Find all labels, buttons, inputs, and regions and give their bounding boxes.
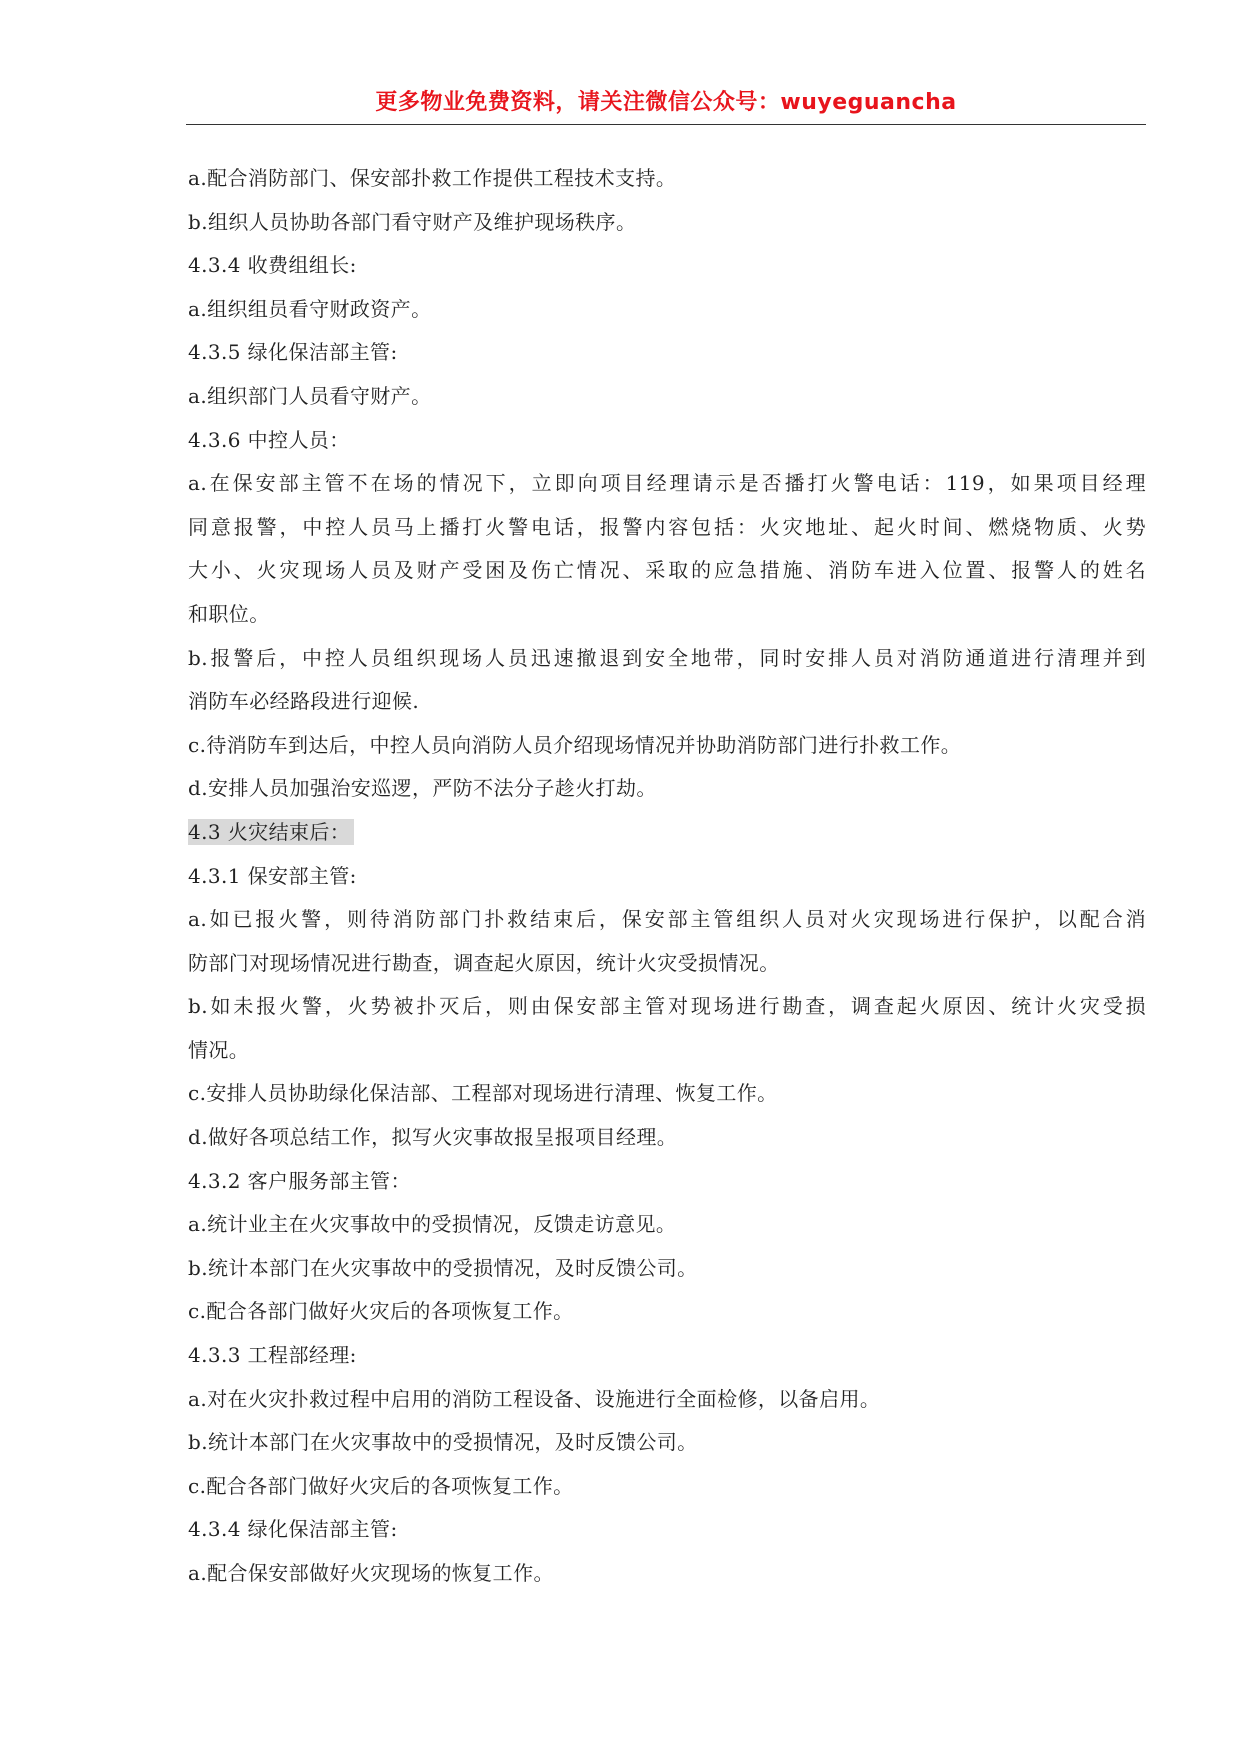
body-line: c.安排人员协助绿化保洁部、工程部对现场进行清理、恢复工作。 (188, 1081, 778, 1106)
body-line: 同意报警，中控人员马上播打火警电话，报警内容包括：火灾地址、起火时间、燃烧物质、火势 (188, 514, 1146, 539)
body-line: a.在保安部主管不在场的情况下，立即向项目经理请示是否播打火警电话：119，如果项目经理 (188, 471, 1146, 496)
body-line: 4.3.4 收费组组长: (188, 253, 357, 278)
body-line: a.对在火灾扑救过程中启用的消防工程设备、设施进行全面检修，以备启用。 (188, 1386, 881, 1411)
body-line: 消防车必经路段进行迎候. (188, 689, 420, 714)
body-line: a.配合保安部做好火灾现场的恢复工作。 (188, 1561, 554, 1585)
body-line: c.配合各部门做好火灾后的各项恢复工作。 (188, 1473, 574, 1498)
body-line: d.安排人员加强治安巡逻，严防不法分子趁火打劫。 (188, 776, 657, 801)
body-line: 4.3.3 工程部经理: (188, 1343, 357, 1368)
body-line: 情况。 (188, 1037, 250, 1062)
body-line: 大小、火灾现场人员及财产受困及伤亡情况、采取的应急措施、消防车进入位置、报警人的姓名 (188, 558, 1146, 583)
body-line: 4.3.1 保安部主管: (188, 863, 357, 888)
body-line: d.做好各项总结工作，拟写火灾事故报呈报项目经理。 (188, 1125, 678, 1150)
body-line: a.组织部门人员看守财产。 (188, 383, 432, 408)
body-line: 4.3.4 绿化保洁部主管: (188, 1517, 398, 1542)
body-line: 4.3.6 中控人员： (188, 427, 350, 452)
body-line: a.如已报火警，则待消防部门扑救结束后，保安部主管组织人员对火灾现场进行保护，以配合消 (188, 907, 1146, 932)
body-line: a.统计业主在火灾事故中的受损情况，反馈走访意见。 (188, 1212, 677, 1237)
body-line: b.如未报火警，火势被扑灭后，则由保安部主管对现场进行勘查，调查起火原因、统计火灾受损 (188, 994, 1146, 1019)
body-line: b.统计本部门在火灾事故中的受损情况，及时反馈公司。 (188, 1430, 698, 1455)
body-line: b.统计本部门在火灾事故中的受损情况，及时反馈公司。 (188, 1255, 698, 1280)
body-line: a.组织组员看守财政资产。 (188, 296, 432, 321)
section-heading (188, 811, 1146, 855)
document-body (188, 157, 1146, 1596)
body-line: b.报警后，中控人员组织现场人员迅速撤退到安全地带，同时安排人员对消防通道进行清理并到 (188, 645, 1146, 670)
page-header (186, 88, 1146, 125)
body-line: 4.3.5 绿化保洁部主管: (188, 340, 398, 365)
body-line: 防部门对现场情况进行勘查，调查起火原因，统计火灾受损情况。 (188, 950, 780, 975)
body-line: 和职位。 (188, 601, 270, 626)
highlighted-heading-text: 4.3 火灾结束后： (188, 819, 354, 845)
body-line: b.组织人员协助各部门看守财产及维护现场秩序。 (188, 209, 637, 234)
body-line: c.配合各部门做好火灾后的各项恢复工作。 (188, 1299, 574, 1324)
body-line: c.待消防车到达后，中控人员向消防人员介绍现场情况并协助消防部门进行扑救工作。 (188, 732, 962, 757)
header-banner: 更多物业免费资料，请关注微信公众号：wuyeguancha (375, 90, 957, 115)
body-line: 4.3.2 客户服务部主管： (188, 1168, 411, 1193)
body-line: a.配合消防部门、保安部扑救工作提供工程技术支持。 (188, 166, 677, 190)
